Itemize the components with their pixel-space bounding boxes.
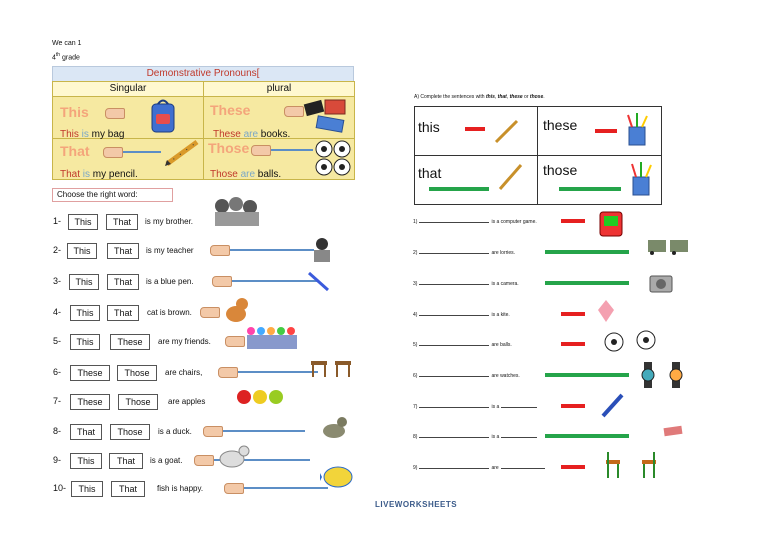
choice-option-b[interactable]: That	[106, 214, 138, 230]
choice-option-b[interactable]: That	[109, 453, 143, 469]
sentence-number: 9)	[413, 465, 418, 471]
red-arrow	[561, 312, 585, 316]
pen-icon	[600, 392, 626, 420]
sentence-text: are balls.	[491, 342, 512, 348]
green-arrow	[545, 250, 629, 254]
grade-label: 4th grade	[52, 52, 80, 62]
question-number: 1-	[53, 216, 62, 226]
sentence-text: are watches.	[491, 373, 520, 379]
pencil-icon	[493, 117, 521, 145]
word-these: These	[210, 102, 251, 118]
plural-header: plural	[204, 82, 354, 97]
cat-icon	[222, 296, 250, 324]
goat-icon	[216, 443, 252, 471]
question-text: is a duck.	[158, 427, 192, 436]
sentence-number: 7)	[413, 404, 418, 410]
fish-icon	[320, 461, 358, 493]
answer-blank[interactable]	[419, 218, 489, 223]
question-text: is my teacher	[146, 246, 194, 255]
sentence-number: 2)	[413, 250, 418, 256]
choice-option-a[interactable]: These	[70, 365, 110, 381]
example-this: This is my bag	[60, 129, 125, 140]
pencil-cup-icon	[623, 113, 651, 147]
right-instruction: A) Complete the sentences with this, that, these or those.	[414, 94, 545, 100]
sentence-text: is a	[491, 434, 500, 440]
word-that: That	[60, 143, 90, 159]
example-that: That is my pencil.	[60, 169, 138, 180]
answer-blank[interactable]	[419, 403, 489, 408]
red-arrow	[465, 127, 485, 131]
game-console-icon	[598, 210, 624, 238]
brothers-picture-icon	[212, 196, 262, 228]
sentence-text: are	[491, 465, 499, 471]
choice-option-a[interactable]: This	[69, 274, 99, 290]
choice-option-b[interactable]: That	[107, 274, 139, 290]
pencil-icon	[163, 138, 203, 168]
sentence-row	[413, 311, 510, 318]
friends-icon	[245, 325, 299, 353]
answer-blank[interactable]	[419, 341, 489, 346]
choice-option-b[interactable]: That	[107, 305, 139, 321]
question-number: 8-	[53, 426, 62, 436]
pointer-line	[223, 430, 305, 432]
red-arrow	[561, 404, 585, 408]
sentence-text: is a kite.	[491, 312, 510, 318]
example-those: Those are balls.	[210, 169, 282, 180]
choice-option-a[interactable]: This	[70, 453, 102, 469]
kite-icon	[596, 298, 616, 324]
pencil-icon	[497, 161, 525, 193]
apples-icon	[236, 387, 286, 407]
question-number: 10-	[53, 483, 67, 493]
green-arrow	[545, 434, 629, 438]
sentence-number: 4)	[413, 312, 418, 318]
choice-option-a[interactable]: This	[67, 243, 97, 259]
chairs-icon	[309, 355, 355, 379]
answer-blank[interactable]	[419, 280, 489, 285]
pointer-line	[230, 249, 314, 251]
pen-icon	[306, 270, 332, 294]
question-number: 7-	[53, 396, 62, 406]
pointing-hand-icon	[103, 147, 123, 158]
example-these: These are books.	[213, 129, 291, 140]
answer-blank[interactable]	[419, 433, 489, 438]
sentence-number: 3)	[413, 281, 418, 287]
sentence-text: is a computer game.	[491, 219, 537, 225]
sentence-row	[413, 464, 545, 471]
question-text: are chairs,	[165, 368, 203, 377]
pronoun-table	[52, 81, 355, 180]
choice-option-b[interactable]: Those	[110, 424, 150, 440]
choice-option-b[interactable]: Those	[118, 394, 158, 410]
soccer-balls-icon	[315, 140, 351, 176]
choice-option-a[interactable]: This	[70, 305, 100, 321]
pointing-hand-icon	[218, 367, 238, 378]
chairs-icon	[604, 450, 660, 480]
liveworksheets-logo: LIVEWORKSHEETS	[375, 500, 458, 509]
class-label: We can 1	[52, 40, 82, 47]
eraser-icon	[662, 425, 684, 437]
demonstrative-grid	[414, 106, 662, 205]
cell-those: those	[543, 162, 578, 178]
green-arrow	[545, 373, 629, 377]
sentence-row	[413, 433, 537, 440]
pencil-cup-icon	[627, 161, 655, 197]
choose-instruction: Choose the right word:	[52, 188, 173, 202]
sentence-number: 6)	[413, 373, 418, 379]
sentence-text: are lorries.	[491, 250, 516, 256]
answer-blank[interactable]	[419, 249, 489, 254]
sentence-row	[413, 341, 512, 348]
choice-option-b[interactable]: Those	[117, 365, 157, 381]
question-text: cat is brown.	[147, 308, 192, 317]
green-arrow	[559, 187, 621, 191]
answer-blank[interactable]	[419, 311, 489, 316]
question-text: is a goat.	[150, 456, 183, 465]
red-arrow	[595, 129, 617, 133]
question-number: 3-	[53, 276, 62, 286]
choice-option-a[interactable]: This	[70, 334, 100, 350]
sentence-number: 1)	[413, 219, 418, 225]
question-text: is my brother.	[145, 217, 194, 226]
pointing-hand-icon	[194, 455, 214, 466]
balls-icon	[604, 330, 658, 354]
choice-option-a[interactable]: This	[71, 481, 103, 497]
sentence-row	[413, 280, 519, 287]
answer-blank[interactable]	[419, 372, 489, 377]
question-number: 2-	[53, 245, 62, 255]
choice-option-b[interactable]: These	[110, 334, 150, 350]
choice-option-a[interactable]: This	[68, 214, 98, 230]
choice-option-a[interactable]: These	[70, 394, 110, 410]
word-this: This	[60, 104, 89, 120]
answer-blank[interactable]	[501, 403, 537, 408]
pointing-hand-icon	[200, 307, 220, 318]
sentence-row	[413, 403, 537, 410]
pointing-hand-icon	[224, 483, 244, 494]
choice-option-a[interactable]: That	[70, 424, 102, 440]
green-arrow	[545, 281, 629, 285]
sentence-row	[413, 249, 515, 256]
pointing-hand-icon	[210, 245, 230, 256]
camera-icon	[648, 272, 674, 296]
question-number: 6-	[53, 367, 62, 377]
sentence-text: is a camera.	[491, 281, 519, 287]
red-arrow	[561, 342, 585, 346]
teacher-icon	[310, 236, 336, 264]
cell-this: this	[418, 119, 440, 135]
duck-icon	[320, 415, 350, 441]
question-text: are my friends.	[158, 337, 211, 346]
sentence-row	[413, 218, 537, 225]
cell-that: that	[418, 165, 442, 181]
question-number: 4-	[53, 307, 62, 317]
cell-these: these	[543, 117, 578, 133]
answer-blank[interactable]	[419, 464, 489, 469]
books-icon	[303, 98, 349, 136]
pointing-hand-icon	[251, 145, 271, 156]
sentence-number: 5)	[413, 342, 418, 348]
red-arrow	[561, 219, 585, 223]
green-arrow	[429, 187, 489, 191]
sentence-row	[413, 372, 520, 379]
pointing-hand-icon	[203, 426, 223, 437]
question-number: 9-	[53, 455, 62, 465]
sentence-text: is a	[491, 404, 500, 410]
pointing-hand-icon	[225, 336, 245, 347]
pointing-hand-icon	[284, 106, 304, 117]
answer-blank[interactable]	[501, 464, 545, 469]
red-arrow	[561, 465, 585, 469]
question-text: is a blue pen.	[146, 277, 194, 286]
worksheet-title: Demonstrative Pronouns[	[52, 66, 354, 82]
choice-option-b[interactable]: That	[111, 481, 145, 497]
singular-header: Singular	[53, 82, 204, 97]
pointing-hand-icon	[105, 108, 125, 119]
word-those: Those	[208, 140, 250, 156]
pointer-line	[238, 371, 318, 373]
schoolbag-icon	[149, 98, 177, 134]
question-text: fish is happy.	[157, 484, 204, 493]
question-text: are apples	[168, 397, 206, 406]
lorries-icon	[646, 234, 692, 258]
sentence-number: 8)	[413, 434, 418, 440]
question-number: 5-	[53, 336, 62, 346]
pointer-line	[244, 487, 328, 489]
choice-option-b[interactable]: That	[107, 243, 139, 259]
watches-icon	[640, 360, 686, 390]
answer-blank[interactable]	[501, 433, 537, 438]
pointing-hand-icon	[212, 276, 232, 287]
